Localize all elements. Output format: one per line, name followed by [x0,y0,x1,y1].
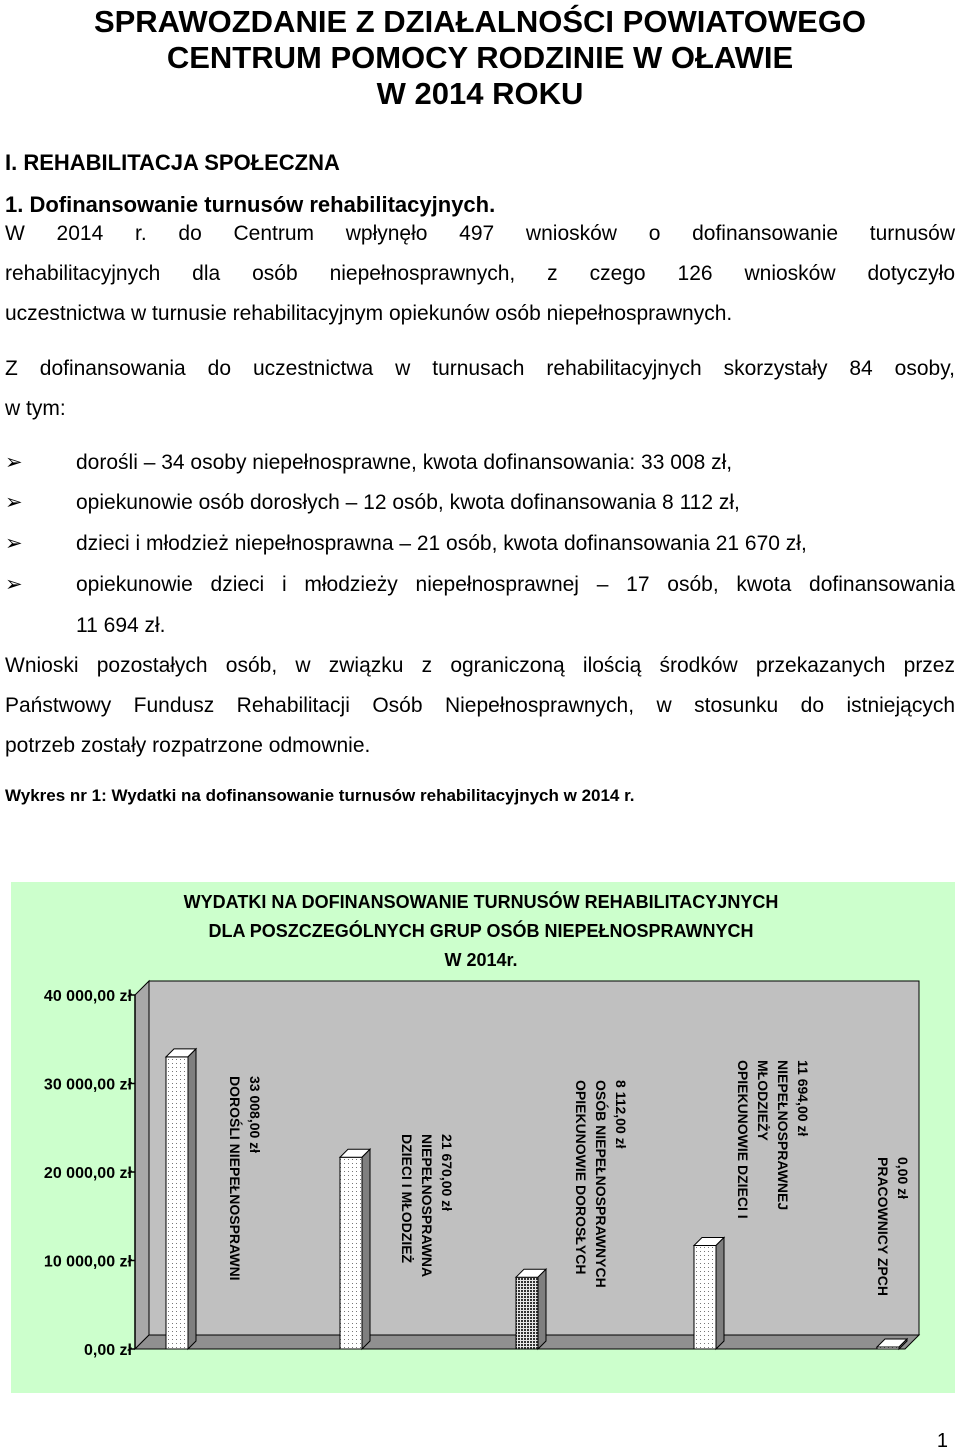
list-item-text: 11 694 zł. [76,614,166,637]
bar-label-line: OPIEKUNOWIE DZIECI I [735,1060,751,1219]
bar-label-line: 8 112,00 zł [613,1080,629,1149]
bar-chart [11,882,955,1393]
paragraph-rejections [5,646,955,766]
chart-title-line: W 2014r. [444,950,518,970]
bar-label-line: 0,00 zł [895,1157,911,1200]
bar-label-line: 33 008,00 zł [247,1076,263,1154]
chart-title-line: WYDATKI NA DOFINANSOWANIE TURNUSÓW REHABILITACYJNYCH [183,892,779,912]
bar-label-line: MŁODZIEŻY [755,1060,771,1141]
y-tick-label: 30 000,00 zł [43,1076,132,1094]
bar-label-line: DZIECI I MŁODZIEŻ [399,1134,415,1264]
list-item-text: opiekunowie osób dorosłych – 12 osób, kwota dofinansowania 8 112 zł, [76,491,740,514]
list-item-text: dorośli – 34 osoby niepełnosprawne, kwota dofinansowania: 33 008 zł, [76,451,733,474]
paragraph-beneficiaries [5,349,955,429]
paragraph-line: uczestnictwa w turnusie rehabilitacyjnym opiekunów osób niepełnosprawnych. [5,302,733,325]
bar-side [538,1269,546,1349]
y-tick-label: 0,00 zł [83,1342,132,1359]
bar [694,1246,716,1349]
bar-label-line: PRACOWNICY ZPCH [875,1157,891,1296]
bar [340,1157,362,1349]
bar-label-line: NIEPEŁNOSPRAWNEJ [775,1060,791,1211]
title-line-3: W 2014 ROKU [376,76,584,111]
arrow-bullet-icon: ➢ [5,491,23,514]
section-heading: I. REHABILITACJA SPOŁECZNA [5,150,340,175]
chart-container [11,882,955,1393]
paragraph-line: w tym: [5,397,66,420]
paragraph-applications [5,214,955,334]
bar [166,1057,188,1349]
chart-title-line: DLA POSZCZEGÓLNYCH GRUP OSÓB NIEPEŁNOSPRAWNYCH [208,921,754,941]
bar-label-line: OPIEKUNOWIE DOROSŁYCH [573,1080,589,1275]
bar-side [362,1149,370,1349]
bar-label-line: 21 670,00 zł [439,1134,455,1212]
bar-label-line: DOROŚLI NIEPEŁNOSPRAWNI [227,1076,243,1281]
arrow-bullet-icon: ➢ [5,532,23,555]
chart-side-wall [135,981,149,1349]
arrow-bullet-icon: ➢ [5,573,23,596]
bar-label-line: NIEPEŁNOSPRAWNA [419,1134,435,1278]
title-line-1: SPRAWOZDANIE Z DZIAŁALNOŚCI POWIATOWEGO [93,4,867,39]
bar-label-line: OSÓB NIEPEŁNOSPRAWNYCH [593,1080,609,1288]
paragraph-line: W 2014 r. do Centrum wpłynęło 497 wniosków o dofinansowanie turnusów [5,222,955,245]
paragraph-line: potrzeb zostały rozpatrzone odmownie. [5,734,371,757]
paragraph-line: Państwowy Fundusz Rehabilitacji Osób Niepełnosprawnych, w stosunku do istniejących [5,694,955,717]
paragraph-line: Z dofinansowania do uczestnictwa w turnusach rehabilitacyjnych skorzystały 84 osoby, [5,357,955,380]
list-item-text: dzieci i młodzież niepełnosprawna – 21 osób, kwota dofinansowania 21 670 zł, [76,532,807,555]
subsection-heading: 1. Dofinansowanie turnusów rehabilitacyjnych. [5,192,496,217]
paragraph-line: Wnioski pozostałych osób, w związku z ograniczoną ilością środków przekazanych przez [5,654,955,677]
paragraph-line: rehabilitacyjnych dla osób niepełnosprawnych, z czego 126 wniosków dotyczyło [5,262,955,285]
bar-label-line: 11 694,00 zł [795,1060,811,1137]
bar-side [716,1238,724,1349]
document-title [0,4,960,112]
list-item-text: opiekunowie dzieci i młodzieży niepełnosprawnej – 17 osób, kwota dofinansowania [76,573,955,596]
arrow-bullet-icon: ➢ [5,451,23,474]
bar [516,1277,538,1349]
chart-caption: Wykres nr 1: Wydatki na dofinansowanie turnusów rehabilitacyjnych w 2014 r. [5,786,635,805]
page-number: 1 [936,1430,948,1452]
bar-side [188,1049,196,1349]
y-tick-label: 40 000,00 zł [43,988,132,1005]
title-line-2: CENTRUM POMOCY RODZINIE W OŁAWIE [166,40,794,75]
y-tick-label: 20 000,00 zł [43,1165,132,1182]
y-tick-label: 10 000,00 zł [43,1253,132,1271]
